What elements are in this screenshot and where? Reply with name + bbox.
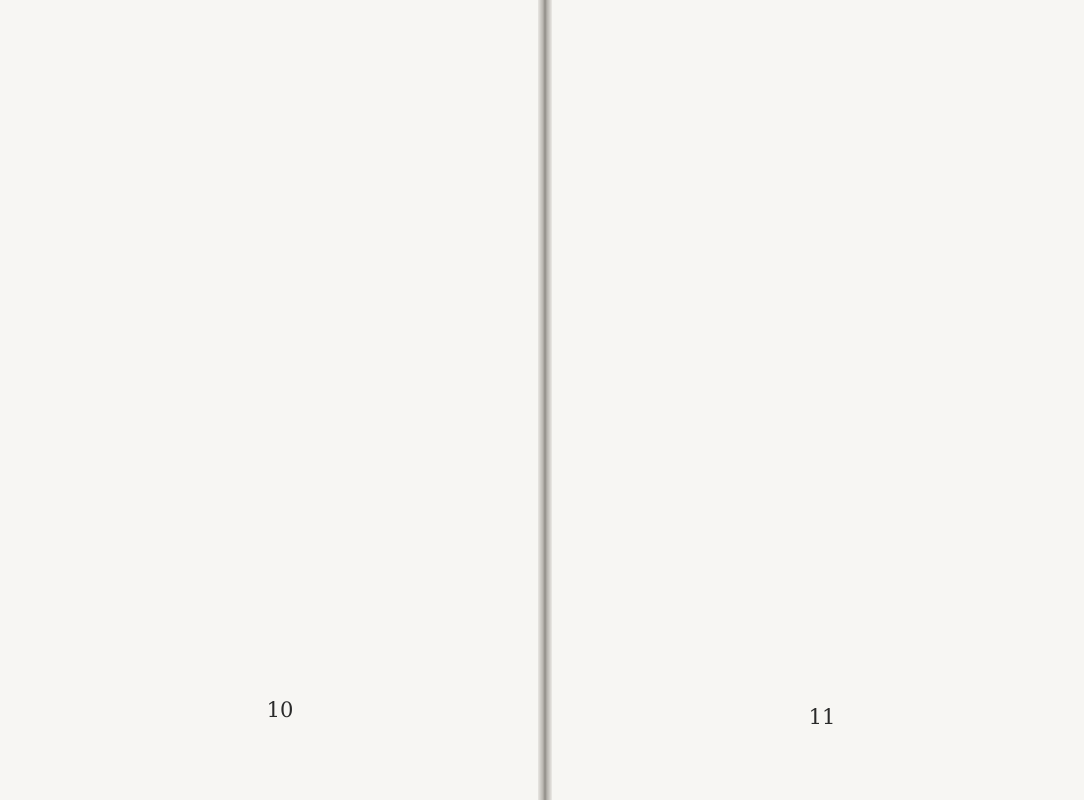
right-page-number: 11 [808,705,836,729]
book-gutter [538,0,552,800]
right-page [548,0,1084,800]
left-page-number: 10 [266,698,294,722]
